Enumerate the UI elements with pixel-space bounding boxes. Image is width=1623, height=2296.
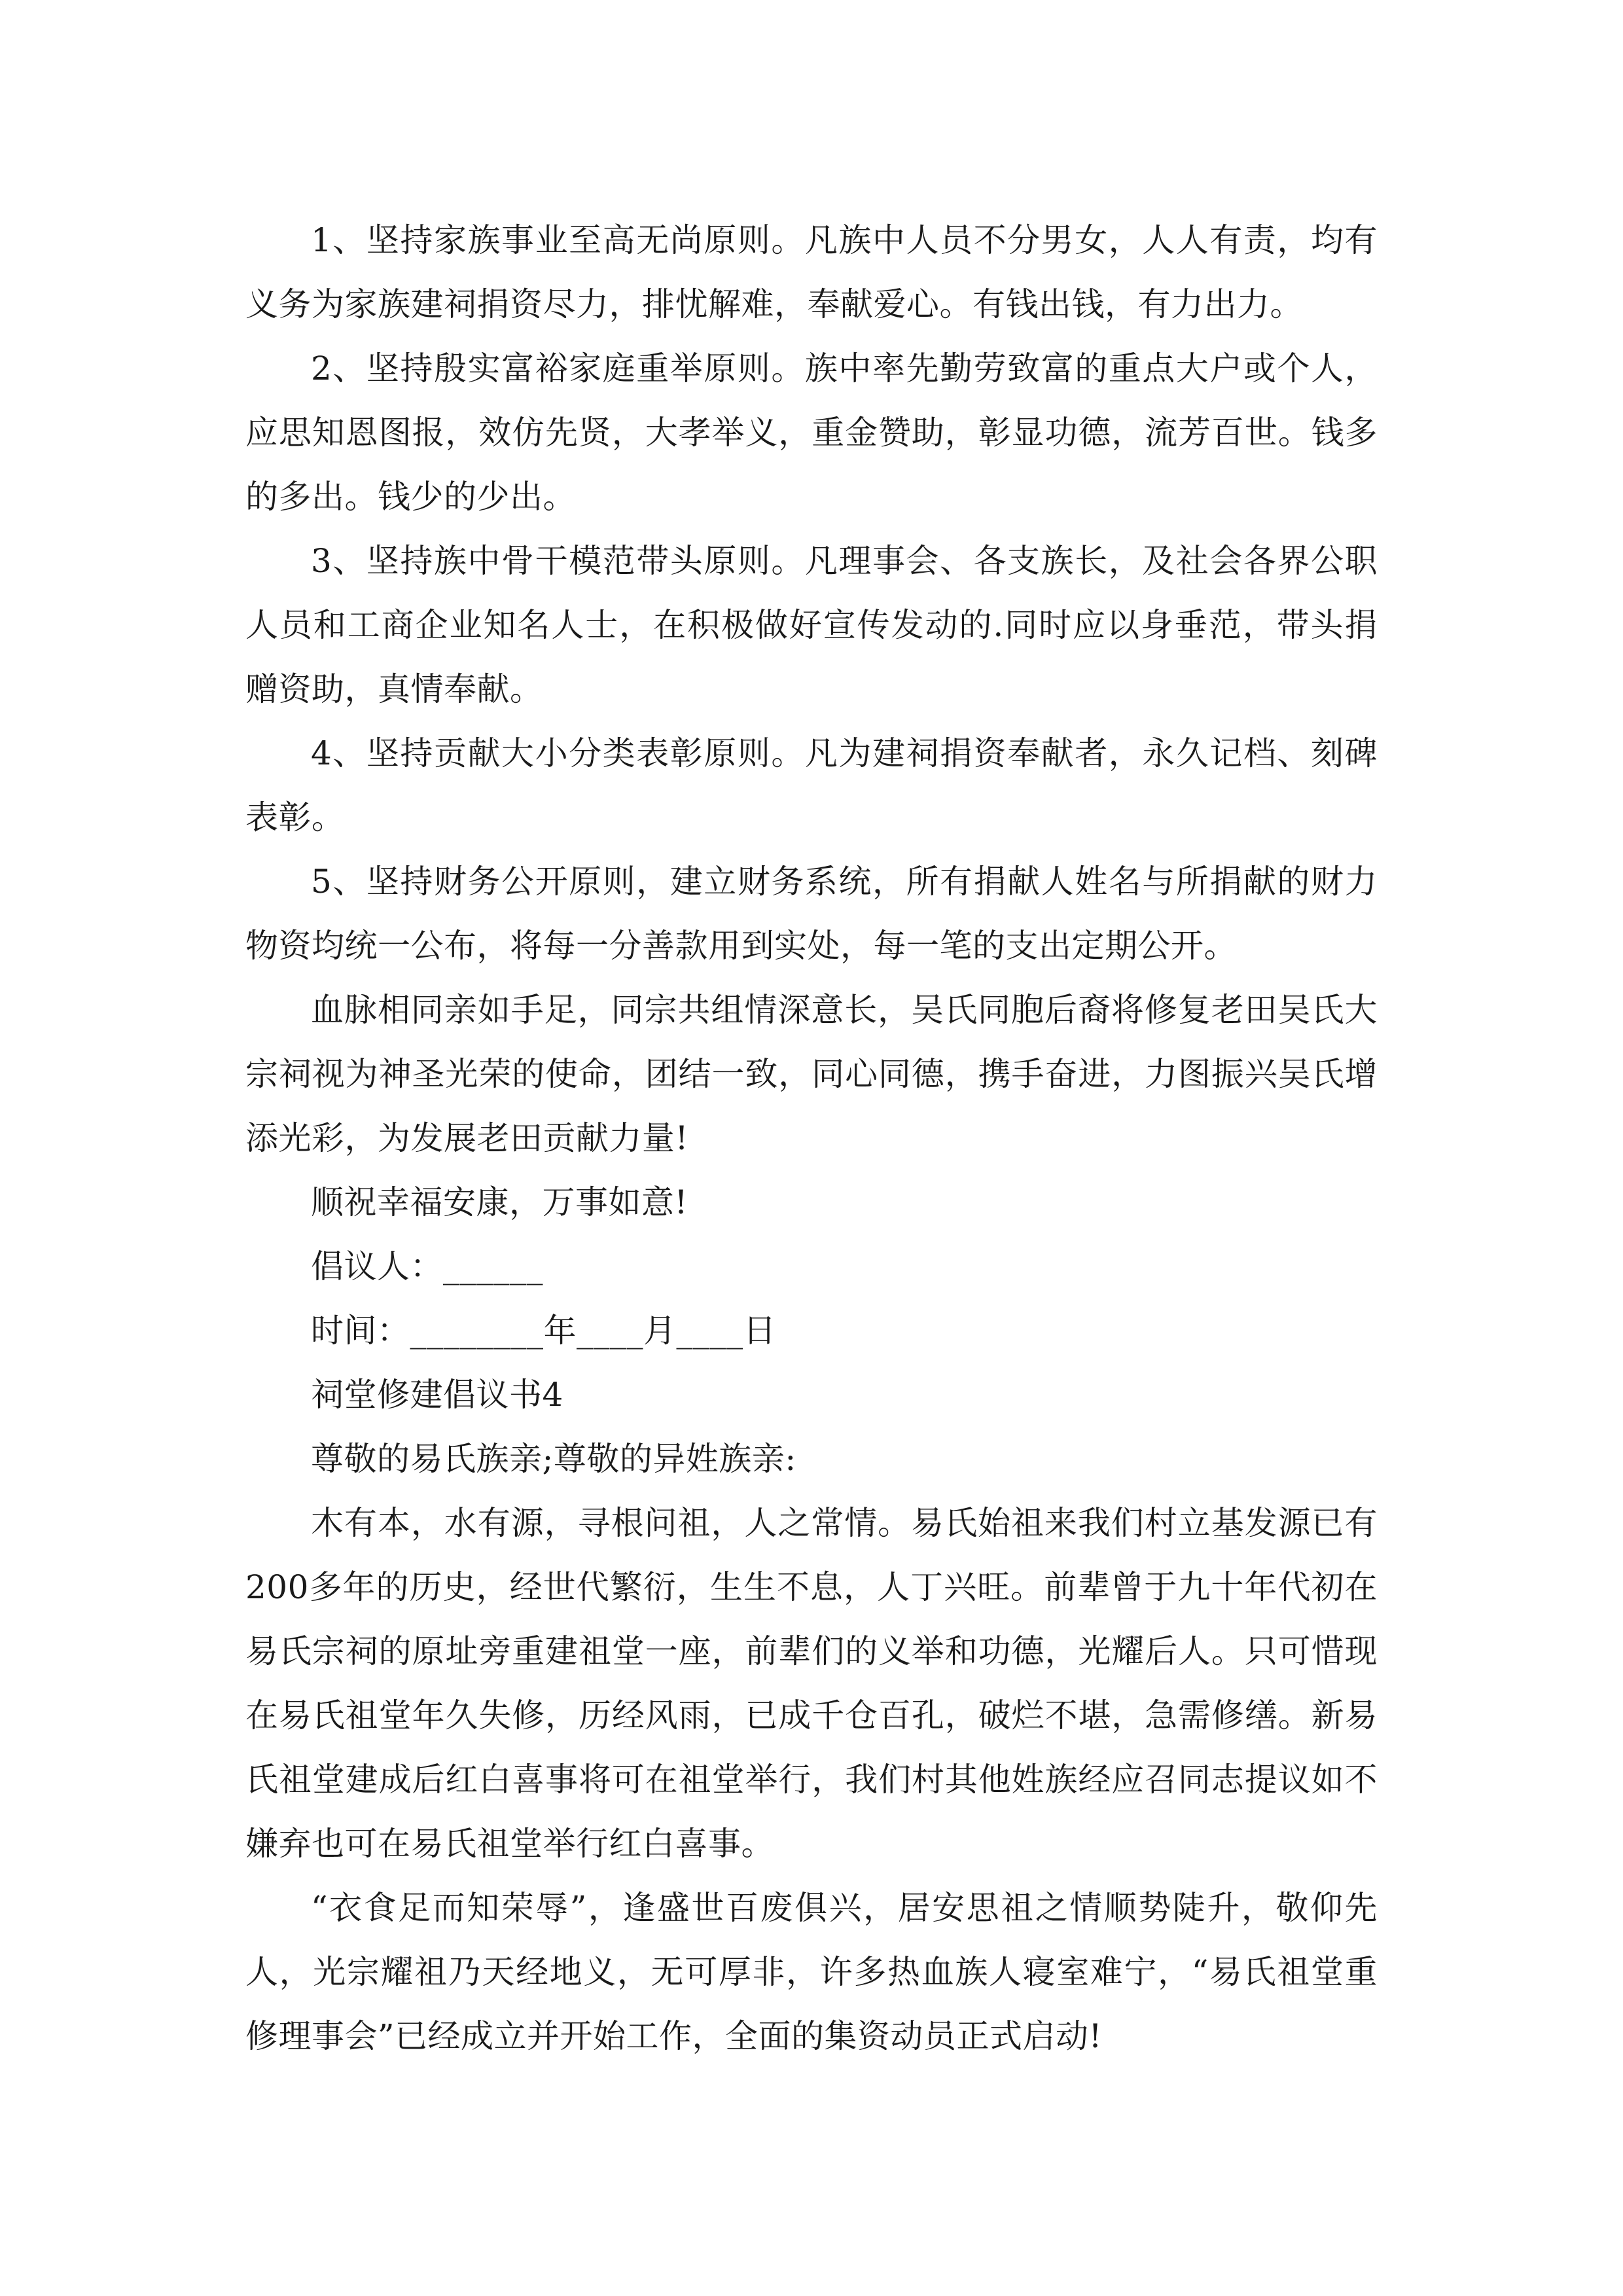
- signer-line: 倡议人：______: [311, 1247, 543, 1285]
- principle-2: 2、坚持殷实富裕家庭重举原则。族中率先勤劳致富的重点大户或个人，应思知恩图报，效仿先贤，大孝举义，重金赞助，彰显功德，流芳百世。钱多的多出。钱少的少出。: [245, 350, 1378, 516]
- principle-1: 1、坚持家族事业至高无尚原则。凡族中人员不分男女，人人有责，均有义务为家族建祠捐资尽力，排忧解难，奉献爱心。有钱出钱，有力出力。: [245, 221, 1378, 323]
- principle-4: 4、坚持贡献大小分类表彰原则。凡为建祠捐资奉献者，永久记档、刻碑表彰。: [245, 734, 1378, 836]
- principle-3: 3、坚持族中骨干模范带头原则。凡理事会、各支族长，及社会各界公职人员和工商企业知名人士，在积极做好宣传发动的.同时应以身垂范，带头捐赠资助，真情奉献。: [245, 542, 1378, 708]
- body-paragraph-2: “衣食足而知荣辱”，逢盛世百废俱兴，居安思祖之情顺势陡升，敬仰先人，光宗耀祖乃天经地义，无可厚非，许多热血族人寝室难宁，“易氏祖堂重修理事会”已经成立并开始工作，全面的集资动员正式启动!: [245, 1889, 1378, 2055]
- closing-paragraph: 血脉相同亲如手足，同宗共组情深意长，吴氏同胞后裔将修复老田吴氏大宗祠视为神圣光荣的使命，团结一致，同心同德，携手奋进，力图振兴吴氏增添光彩，为发展老田贡献力量!: [245, 991, 1378, 1157]
- body-paragraph-1: 木有本，水有源，寻根问祖，人之常情。易氏始祖来我们村立基发源已有200多年的历史，经世代繁衍，生生不息，人丁兴旺。前辈曾于九十年代初在易氏宗祠的原址旁重建祖堂一座，前辈们的义举和功德，光耀后人。只可惜现在易氏祖堂年久失修，历经风雨，已成千仓百孔，破烂不堪，急需修缮。新易氏祖堂建成后红白喜事将可在祖堂举行，我们村其他姓族经应召同志提议如不嫌弃也可在易氏祖堂举行红白喜事。: [245, 1504, 1378, 1863]
- principle-5: 5、坚持财务公开原则，建立财务系统，所有捐献人姓名与所捐献的财力物资均统一公布，将每一分善款用到实处，每一笔的支出定期公开。: [245, 863, 1378, 965]
- salutation: 尊敬的易氏族亲;尊敬的异姓族亲:: [311, 1440, 796, 1478]
- document-body: [245, 208, 1378, 2068]
- wishes-line: 顺祝幸福安康，万事如意!: [311, 1183, 688, 1221]
- date-line: 时间：________年____月____日: [311, 1312, 776, 1350]
- section-title: 祠堂修建倡议书4: [311, 1376, 563, 1414]
